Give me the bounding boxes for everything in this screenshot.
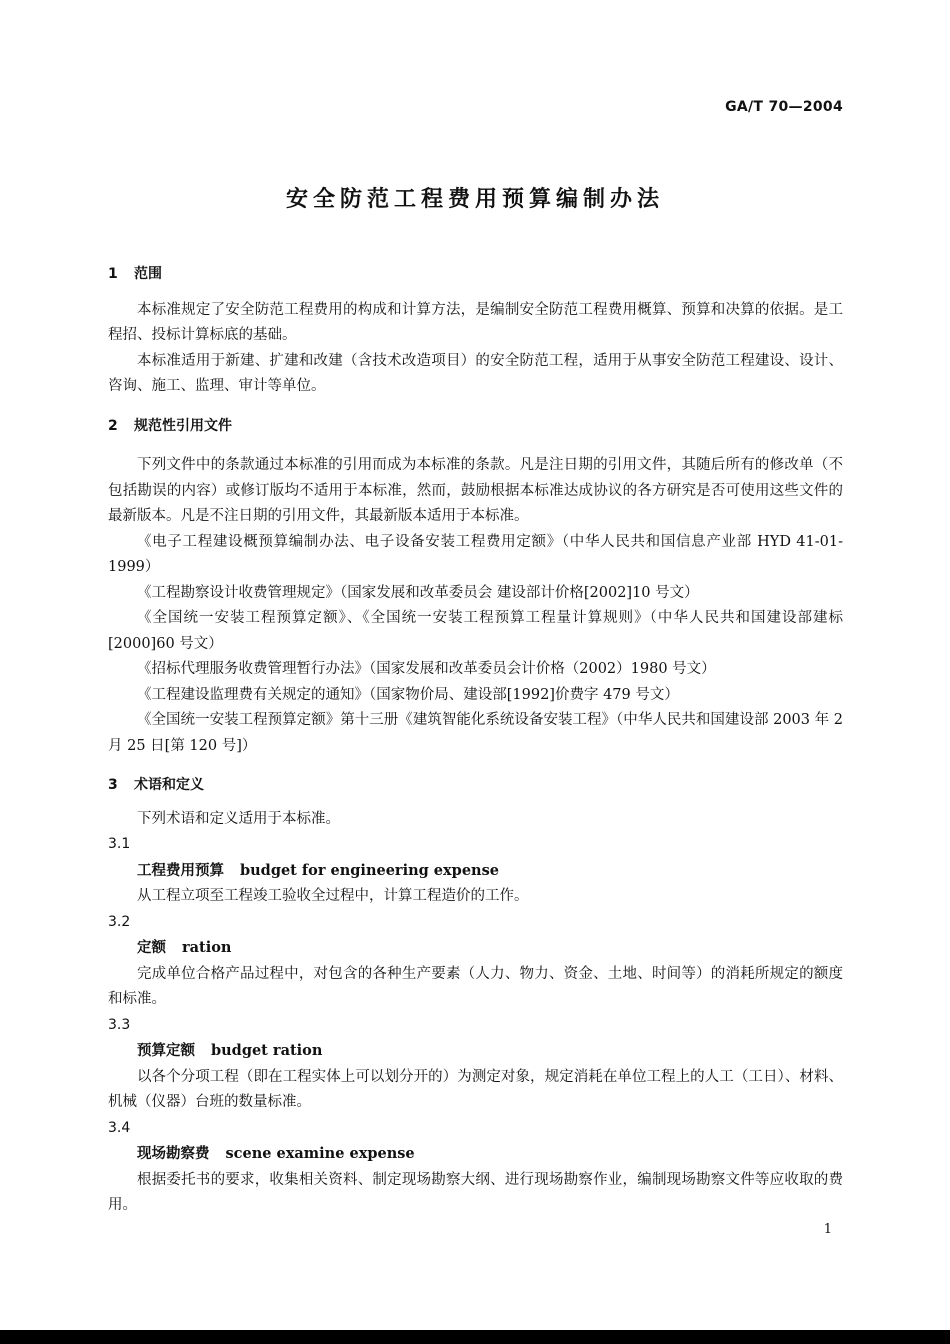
term-heading	[108, 935, 843, 962]
reference-item: 《全国统一安装工程预算定额》第十三册《建筑智能化系统设备安装工程》（中华人民共和国建设部 2003 年 2 月 25 日[第 120 号]）	[108, 712, 843, 754]
term-chinese: 工程费用预算	[137, 862, 224, 879]
section-title: 范围	[134, 266, 162, 282]
paragraph: 下列文件中的条款通过本标准的引用而成为本标准的条款。凡是注日期的引用文件，其随后所有的修改单（不包括勘误的内容）或修订版均不适用于本标准，然而，鼓励根据本标准达成协议的各方研究是否可使用这些文件的最新版本。凡是不注日期的引用文件，其最新版本适用于本标准。	[108, 457, 843, 524]
section-2-heading	[108, 414, 843, 440]
term-english: budget for engineering expense	[240, 861, 499, 879]
doc-code: GA/T 70—2004	[725, 99, 843, 115]
section-number: 1	[108, 266, 118, 282]
section-title: 术语和定义	[134, 777, 204, 793]
clause-number: 3.4	[108, 1119, 131, 1136]
term-definition: 根据委托书的要求，收集相关资料、制定现场勘察大纲、进行现场勘察作业，编制现场勘察文件等应收取的费用。	[108, 1171, 843, 1213]
page-bottom-edge	[0, 1330, 950, 1344]
term-english: ration	[182, 939, 232, 956]
clause-number: 3.2	[108, 913, 131, 930]
section-1-heading	[108, 262, 843, 288]
term-heading	[108, 1038, 843, 1065]
paragraph: 本标准适用于新建、扩建和改建（含技术改造项目）的安全防范工程，适用于从事安全防范工程建设、设计、咨询、施工、监理、审计等单位。	[108, 352, 843, 394]
term-definition: 完成单位合格产品过程中，对包含的各种生产要素（人力、物力、资金、土地、时间等）的消耗所规定的额度和标准。	[108, 965, 843, 1007]
term-entry	[108, 1013, 843, 1116]
term-chinese: 现场勘察费	[137, 1146, 210, 1162]
term-entry	[108, 1116, 843, 1219]
term-chinese: 预算定额	[137, 1043, 195, 1059]
reference-item: 《电子工程建设概预算编制办法、电子设备安装工程费用定额》（中华人民共和国信息产业部 HYD 41-01-1999）	[108, 533, 843, 575]
term-entry	[108, 832, 843, 910]
page-number: 1	[823, 1222, 832, 1237]
document-title: 安全防范工程费用预算编制办法	[285, 187, 664, 212]
reference-item: 《工程勘察设计收费管理规定》（国家发展和改革委员会 建设部计价格[2002]10 号文）	[137, 584, 699, 601]
term-entry	[108, 910, 843, 1013]
section-number: 3	[108, 777, 118, 793]
term-definition: 从工程立项至工程竣工验收全过程中，计算工程造价的工作。	[137, 888, 529, 904]
term-chinese: 定额	[137, 940, 166, 956]
section-title: 规范性引用文件	[134, 417, 232, 434]
term-english: scene examine expense	[225, 1145, 415, 1162]
section-number: 2	[108, 417, 118, 434]
clause-number: 3.3	[108, 1016, 131, 1033]
paragraph: 下列术语和定义适用于本标准。	[137, 810, 340, 827]
reference-item: 《工程建设监理费有关规定的通知》（国家物价局、建设部[1992]价费字 479 号文）	[137, 686, 679, 703]
paragraph: 本标准规定了安全防范工程费用的构成和计算方法，是编制安全防范工程费用概算、预算和决算的依据。是工程招、投标计算标底的基础。	[108, 301, 843, 343]
section-3-heading	[108, 773, 843, 799]
reference-item: 《全国统一安装工程预算定额》、《全国统一安装工程预算工程量计算规则》（中华人民共和国建设部建标[2000]60 号文）	[108, 610, 843, 652]
clause-number: 3.1	[108, 836, 131, 852]
term-english: budget ration	[211, 1042, 323, 1059]
document-body	[108, 262, 843, 1219]
term-heading	[108, 858, 843, 885]
term-heading	[108, 1141, 843, 1168]
reference-item: 《招标代理服务收费管理暂行办法》（国家发展和改革委员会计价格（2002）1980 号文）	[137, 661, 716, 677]
term-definition: 以各个分项工程（即在工程实体上可以划分开的）为测定对象，规定消耗在单位工程上的人工（工日）、材料、机械（仪器）台班的数量标准。	[108, 1068, 843, 1110]
